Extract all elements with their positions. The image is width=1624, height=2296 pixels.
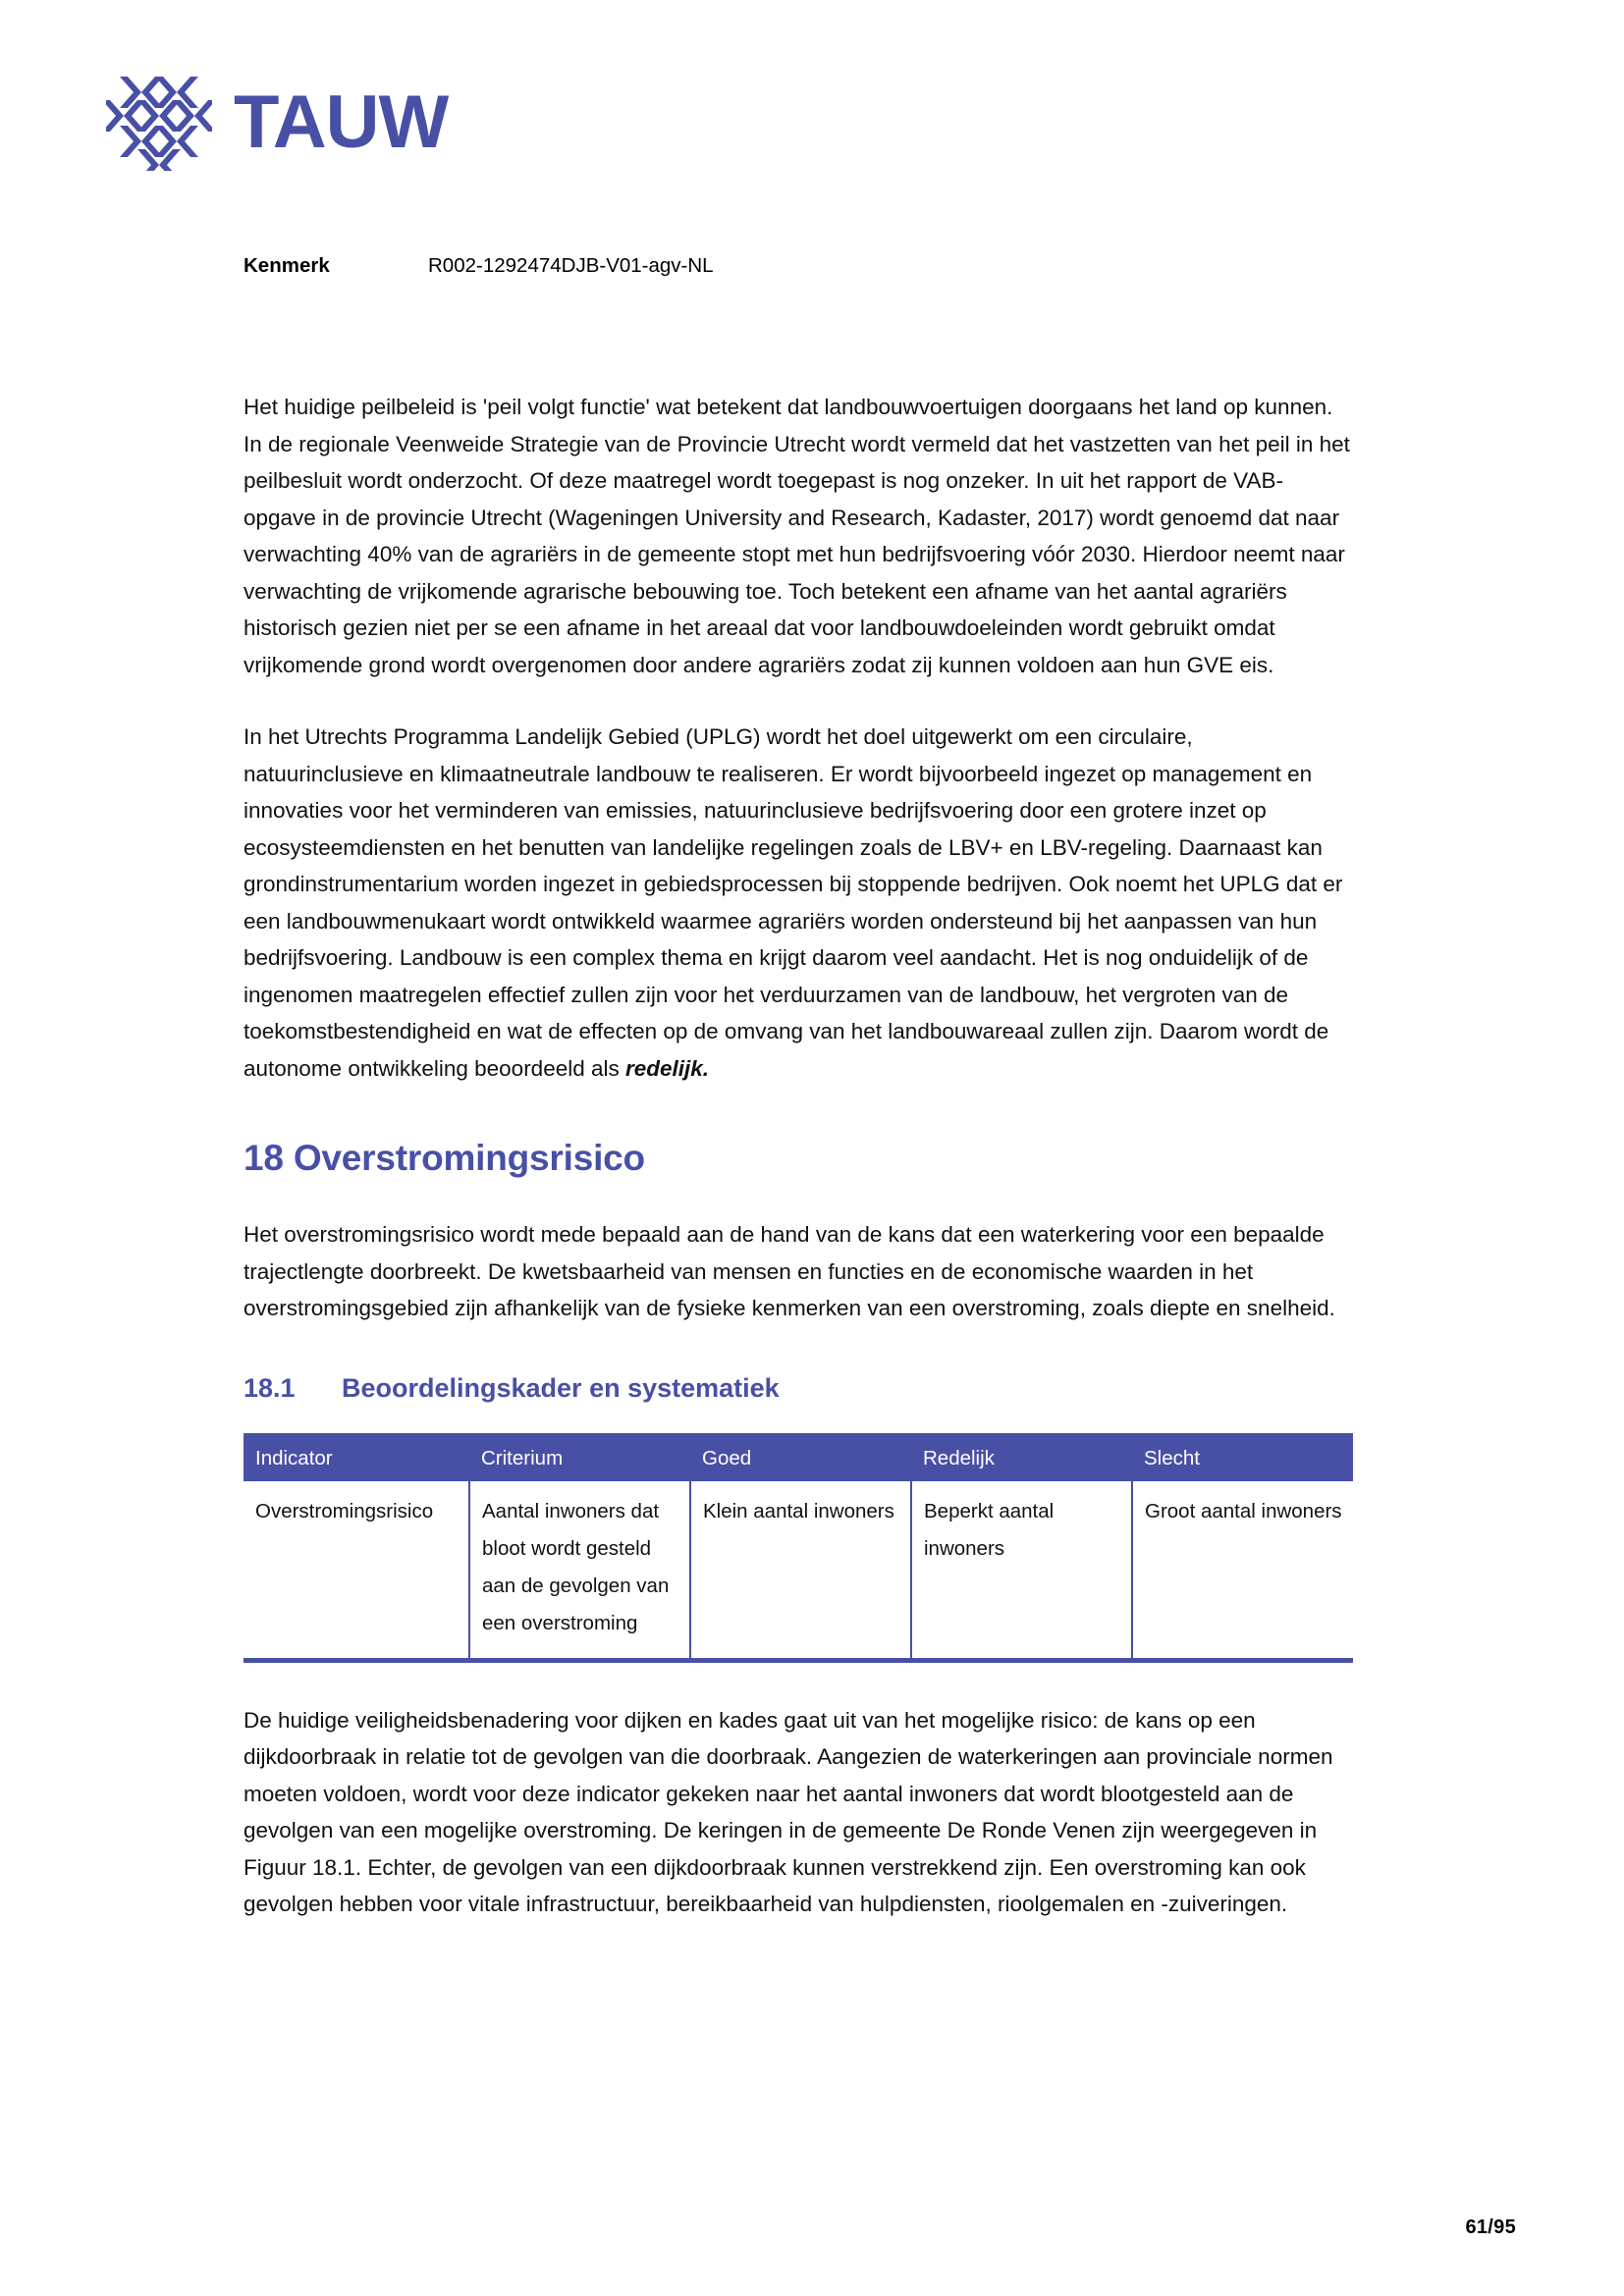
table-cell-redelijk: Beperkt aantal inwoners bbox=[911, 1481, 1132, 1661]
kenmerk bbox=[244, 253, 714, 280]
table-cell-criterium: Aantal inwoners dat bloot wordt gesteld aan de gevolgen van een overstroming bbox=[469, 1481, 690, 1661]
subsection-number: 18.1 bbox=[244, 1372, 296, 1403]
brand-wordmark: TAUW bbox=[234, 80, 449, 164]
table-header-redelijk: Redelijk bbox=[911, 1435, 1132, 1481]
table-header-goed: Goed bbox=[690, 1435, 911, 1481]
kenmerk-label: Kenmerk bbox=[244, 254, 330, 277]
subsection-label: Beoordelingskader en systematiek bbox=[342, 1372, 780, 1403]
paragraph-uplg bbox=[244, 719, 1353, 1087]
section-heading-18: 18 Overstromingsrisico bbox=[244, 1138, 645, 1178]
table-header bbox=[244, 1435, 1353, 1481]
table-row bbox=[244, 1481, 1353, 1661]
table-cell-indicator: Overstromingsrisico bbox=[244, 1481, 469, 1661]
table-header-indicator: Indicator bbox=[244, 1435, 469, 1481]
brand-logo bbox=[106, 71, 448, 171]
tauw-lattice-logo-icon bbox=[106, 71, 212, 171]
table-body bbox=[244, 1481, 1353, 1661]
paragraph-autonomous-development-peilbeleid: Het huidige peilbeleid is 'peil volgt functie' wat betekent dat landbouwvoertuigen doorgaans het land op kunnen. In de regionale Veenweide Strategie van de Provincie Utrecht wordt vermeld dat het vastzetten van het peil in het peilbesluit wordt onderzocht. Of deze maatregel wordt toegepast is nog onzeker. In uit het rapport de VAB-opgave in de provincie Utrecht (Wageningen University and Research, Kadaster, 2017) wordt genoemd dat naar verwachting 40% van de agrariërs in de gemeente stopt met hun bedrijfsvoering vóór 2030. Hierdoor neemt naar verwachting de vrijkomende agrarische bebouwing toe. Toch betekent een afname van het aantal agrariërs historisch gezien niet per se een afname in het areaal dat voor landbouwdoeleinden wordt gebruikt omdat vrijkomende grond wordt overgenomen door andere agrariërs zodat zij kunnen voldoen aan hun GVE eis. bbox=[244, 395, 1350, 677]
beoordelingskader-table bbox=[244, 1433, 1353, 1663]
paragraph-uplg-text: In het Utrechts Programma Landelijk Gebied (UPLG) wordt het doel uitgewerkt om een circulaire, natuurinclusieve en klimaatneutrale landbouw te realiseren. Er wordt bijvoorbeeld ingezet op management en innovaties voor het verminderen van emissies, natuurinclusieve bedrijfsvoering door een grotere inzet op ecosysteemdiensten en het benutten van landelijke regelingen zoals de LBV+ en LBV-regeling. Daarnaast kan grondinstrumentarium worden ingezet in gebiedsprocessen bij stoppende bedrijven. Ook noemt het UPLG dat er een landbouwmenukaart wordt ontwikkeld waarmee agrariërs worden ondersteund bij het aanpassen van hun bedrijfsvoering. Landbouw is een complex thema en krijgt daarom veel aandacht. Het is nog onduidelijk of de ingenomen maatregelen effectief zullen zijn voor het verduurzamen van de landbouw, het vergroten van de toekomstbestendigheid en wat de effecten op de omvang van het landbouwareaal zullen zijn. Daarom wordt de autonome ontwikkeling beoordeeld als bbox=[244, 724, 1343, 1081]
paragraph-overstromingsrisico-intro: Het overstromingsrisico wordt mede bepaald aan de hand van de kans dat een waterkering voor een bepaalde trajectlengte doorbreekt. De kwetsbaarheid van mensen en functies en de economische waarden in het overstromingsgebied zijn afhankelijk van de fysieke kenmerken van een overstroming, zoals diepte en snelheid. bbox=[244, 1222, 1335, 1321]
document-content bbox=[244, 389, 1353, 1923]
kenmerk-value: R002-1292474DJB-V01-agv-NL bbox=[428, 254, 714, 277]
table-cell-slecht: Groot aantal inwoners bbox=[1132, 1481, 1353, 1661]
table-header-row bbox=[244, 1435, 1353, 1481]
page-number: 61/95 bbox=[1465, 2216, 1516, 2238]
subsection-heading-18-1 bbox=[244, 1372, 1353, 1406]
table-cell-goed: Klein aantal inwoners bbox=[690, 1481, 911, 1661]
table-header-criterium: Criterium bbox=[469, 1435, 690, 1481]
paragraph-veiligheidsbenadering: De huidige veiligheidsbenadering voor dijken en kades gaat uit van het mogelijke risico: de kans op een dijkdoorbraak in relatie tot de gevolgen van die doorbraak. Aangezien de waterkeringen aan provinciale normen moeten voldoen, wordt voor deze indicator gekeken naar het aantal inwoners dat wordt blootgesteld aan de gevolgen van een mogelijke overstroming. De keringen in de gemeente De Ronde Venen zijn weergegeven in Figuur 18.1. Echter, de gevolgen van een dijkdoorbraak kunnen verstrekkend zijn. Een overstroming kan ook gevolgen hebben voor vitale infrastructuur, bereikbaarheid van hulpdiensten, rioolgemalen en -zuiveringen. bbox=[244, 1707, 1333, 1916]
paragraph-uplg-emphasis: redelijk. bbox=[625, 1055, 710, 1081]
table-header-slecht: Slecht bbox=[1132, 1435, 1353, 1481]
